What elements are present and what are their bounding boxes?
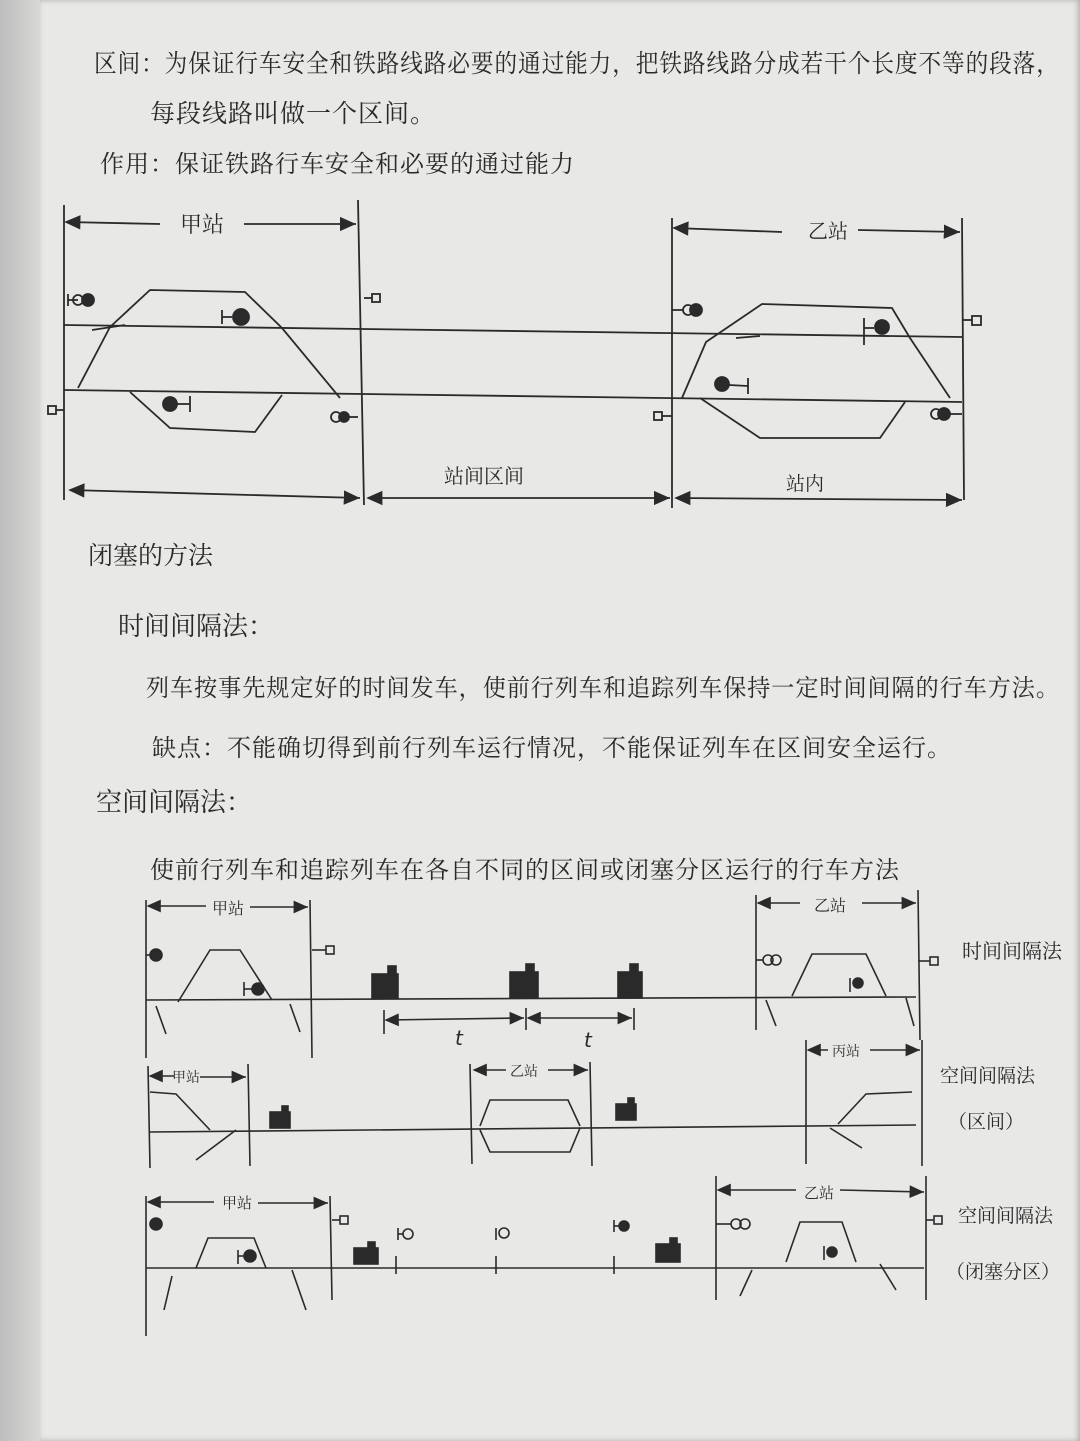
diagram1-station-b: 乙站 (808, 219, 848, 243)
time-interval-desc: 列车按事先规定好的时间发车，使前行列车和追踪列车保持一定时间间隔的行车方法。 (146, 674, 1060, 702)
row-space-interval-block (146, 1176, 1060, 1336)
diagram1-between-label: 站间区间 (444, 464, 524, 488)
row3-side-label-2: （闭塞分区） (946, 1261, 1061, 1283)
row2-left-station: 甲站 (172, 1070, 200, 1086)
row2-mid-station: 乙站 (510, 1064, 538, 1080)
row3-right-station: 乙站 (804, 1184, 835, 1202)
row2-side-label-2: （区间） (948, 1111, 1025, 1133)
methods-heading: 闭塞的方法 (88, 541, 214, 570)
row1-t1: t (455, 1026, 463, 1050)
row2-side-label: 空间间隔法 (940, 1065, 1036, 1087)
definition-line-2: 每段线路叫做一个区间。 (150, 99, 437, 128)
space-interval-heading: 空间间隔法： (96, 788, 253, 818)
time-interval-cons: 缺点：不能确切得到前行列车运行情况，不能保证列车在区间安全运行。 (152, 734, 952, 762)
definition-line-1: 区间：为保证行车安全和铁路线路必要的通过能力，把铁路线路分成若干个长度不等的段落， (94, 49, 1060, 78)
row-space-interval-section (148, 1040, 1036, 1168)
purpose-line: 作用：保证铁路行车安全和必要的通过能力 (100, 150, 575, 178)
row1-right-station: 乙站 (814, 896, 847, 915)
row1-left-station: 甲站 (212, 899, 245, 918)
space-interval-desc: 使前行列车和追踪列车在各自不同的区间或闭塞分区运行的行车方法 (150, 856, 900, 884)
row3-side-label: 空间间隔法 (958, 1205, 1054, 1227)
row1-t2: t (584, 1028, 592, 1052)
diagram1-within-label: 站内 (786, 473, 825, 495)
row2-right-station: 丙站 (832, 1044, 860, 1060)
row-time-interval (146, 890, 1063, 1058)
diagram1-station-a: 甲站 (180, 213, 225, 238)
row3-left-station: 甲站 (222, 1194, 253, 1212)
row1-side-label: 时间间隔法 (962, 939, 1062, 963)
time-interval-heading: 时间间隔法： (118, 612, 275, 642)
